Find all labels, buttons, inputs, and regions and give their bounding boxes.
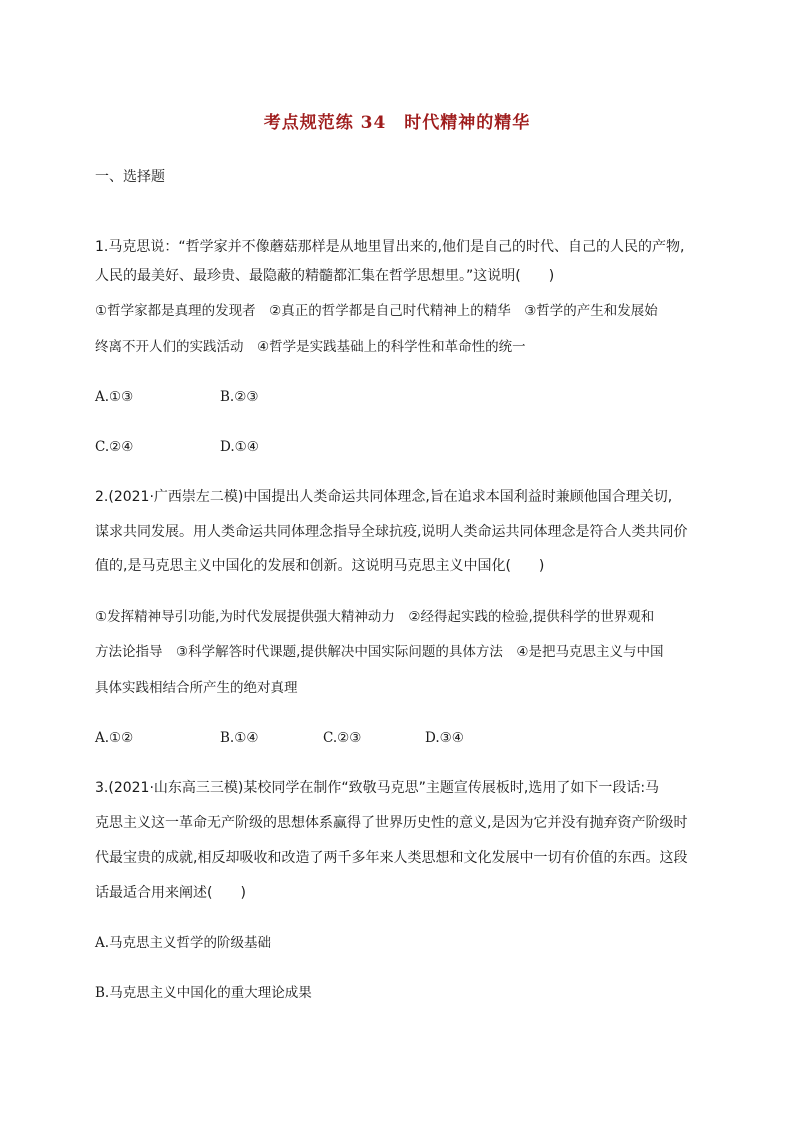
question-2-choice-c: C.②③ <box>323 730 362 746</box>
question-2-line-1: 2.(2021·广西崇左二模)中国提出人类命运共同体理念,旨在追求本国利益时兼顾他国合理关切, <box>95 489 673 505</box>
question-3-choice-a: A.马克思主义哲学的阶级基础 <box>95 935 272 951</box>
question-1-statements-line-2: 终离不开人们的实践活动 ④哲学是实践基础上的科学性和革命性的统一 <box>95 339 526 355</box>
question-2-statements-line-1: ①发挥精神导引功能,为时代发展提供强大精神动力 ②经得起实践的检验,提供科学的世界观和 <box>95 609 655 625</box>
question-2-statements-line-2: 方法论指导 ③科学解答时代课题,提供解决中国实际问题的具体方法 ④是把马克思主义与中国 <box>95 644 664 660</box>
question-2-line-3: 值的,是马克思主义中国化的发展和创新。这说明马克思主义中国化( ) <box>95 558 545 574</box>
question-3-line-3: 代最宝贵的成就,相反却吸收和改造了两千多年来人类思想和文化发展中一切有价值的东西。这段 <box>95 850 688 866</box>
question-1-choice-a: A.①③ <box>95 389 134 405</box>
question-1-statements-line-1: ①哲学家都是真理的发现者 ②真正的哲学都是自己时代精神上的精华 ③哲学的产生和发展始 <box>95 303 658 319</box>
question-1-choice-b: B.②③ <box>220 389 259 405</box>
question-2-choice-a: A.①② <box>95 730 134 746</box>
question-3-line-1: 3.(2021·山东高三三模)某校同学在制作“致敬马克思”主题宣传展板时,选用了如下一段话:马 <box>95 780 660 796</box>
question-1-line-2: 人民的最美好、最珍贵、最隐蔽的精髓都汇集在哲学思想里。”这说明( ) <box>95 268 555 284</box>
question-1-choice-d: D.①④ <box>220 439 259 455</box>
page-title: 考点规范练 34 时代精神的精华 <box>263 113 531 133</box>
question-3-choice-b: B.马克思主义中国化的重大理论成果 <box>95 985 312 1001</box>
question-3-line-4: 话最适合用来阐述( ) <box>95 885 246 901</box>
section-heading: 一、选择题 <box>95 169 165 185</box>
question-3-line-2: 克思主义这一革命无产阶级的思想体系赢得了世界历史性的意义,是因为它并没有抛弃资产阶级时 <box>95 815 688 831</box>
question-2-choice-b: B.①④ <box>220 730 259 746</box>
question-2-line-2: 谋求共同发展。用人类命运共同体理念指导全球抗疫,说明人类命运共同体理念是符合人类共同价 <box>95 524 688 540</box>
question-2-statements-line-3: 具体实践相结合所产生的绝对真理 <box>95 680 298 696</box>
question-2-choice-d: D.③④ <box>425 730 464 746</box>
question-1-line-1: 1.马克思说：“哲学家并不像蘑菇那样是从地里冒出来的,他们是自己的时代、自己的人民的产物, <box>95 239 685 255</box>
question-1-choice-c: C.②④ <box>95 439 134 455</box>
